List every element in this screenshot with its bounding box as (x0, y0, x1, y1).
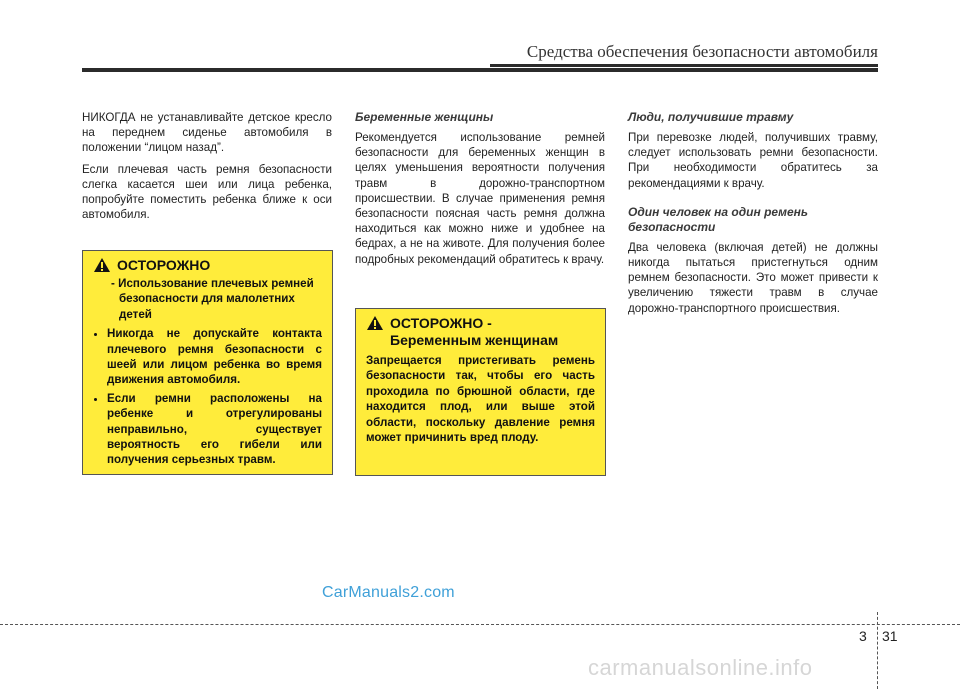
header-rule-accent (490, 64, 878, 67)
heading-pregnant-women: Беременные женщины (355, 110, 494, 124)
page-number: 31 (882, 628, 898, 644)
warning-list-item: • Никогда не допускайте контакта плечевого ремня безопасности с шеей или лицом ребенка во время движения автомобиля. (107, 326, 322, 388)
warning-title: ОСТОРОЖНО - Беременным женщинам (390, 315, 559, 348)
header-rule (82, 68, 878, 72)
paragraph-child-seat-front: НИКОГДА не устанавливайте детское кресло на переднем сиденье автомобиля в положении “лицом назад”. (82, 111, 332, 155)
warning-list-item: • Если ремни расположены на ребенке и отрегулированы неправильно, существует вероятность его гибели или получения серьезных травм. (107, 391, 322, 468)
column-1 (82, 110, 332, 228)
column-3 (628, 110, 878, 322)
warning-box-children-belts (82, 250, 333, 475)
warning-subtitle: - Использование плечевых ремней безопасности для малолетних детей (111, 277, 314, 321)
warning-title: ОСТОРОЖНО (117, 257, 211, 273)
paragraph-pregnant-belts: Рекомендуется использование ремней безопасности для беременных женщин в целях уменьшения вероятности получения травм в дорожно-транспортном происшествии. В случае применения ремня безопасности поясная часть ремня должна находиться как можно ниже и удобнее на бедрах, а не на животе. Для получения более подробных рекомендаций обратитесь к врачу. (355, 131, 605, 266)
warning-box-pregnant (355, 308, 606, 476)
warning-triangle-icon (93, 257, 111, 273)
warning-body: Запрещается пристегивать ремень безопасности так, чтобы его часть проходила по брюшной области, где находится плод, или выше этой области, поскольку давление ремня может причинить вред плоду. (366, 354, 595, 445)
heading-one-person-one-belt: Один человек на один ремень безопасности (628, 204, 808, 234)
warning-triangle-icon (366, 315, 384, 331)
warning-header (366, 315, 595, 349)
heading-injured-people: Люди, получившие травму (628, 110, 794, 124)
warning-list (93, 326, 322, 468)
footer-watermark: carmanualsonline.info (588, 655, 813, 680)
page-header-title: Средства обеспечения безопасности автомобиля (526, 42, 878, 61)
warning-header (93, 257, 322, 274)
footer-divider (877, 612, 878, 689)
section-number: 3 (859, 628, 867, 644)
column-2 (355, 110, 605, 273)
paragraph-shoulder-belt-neck: Если плечевая часть ремня безопасности слегка касается шеи или лица ребенка, попробуйте поместить ребенка ближе к оси автомобиля. (82, 162, 332, 222)
footer-rule (0, 624, 960, 625)
paragraph-injured-people: При перевозке людей, получивших травму, следует использовать ремни безопасности. При необходимости обратитесь за рекомендациями к врачу. (628, 131, 878, 190)
paragraph-one-person-one-belt: Два человека (включая детей) не должны никогда пытаться пристегнуться одним ремнем безопасности. Это может привести к увеличению тяжести травм в случае дорожно-транспортного происшествия. (628, 240, 878, 315)
watermark-link[interactable]: CarManuals2.com (322, 584, 455, 601)
